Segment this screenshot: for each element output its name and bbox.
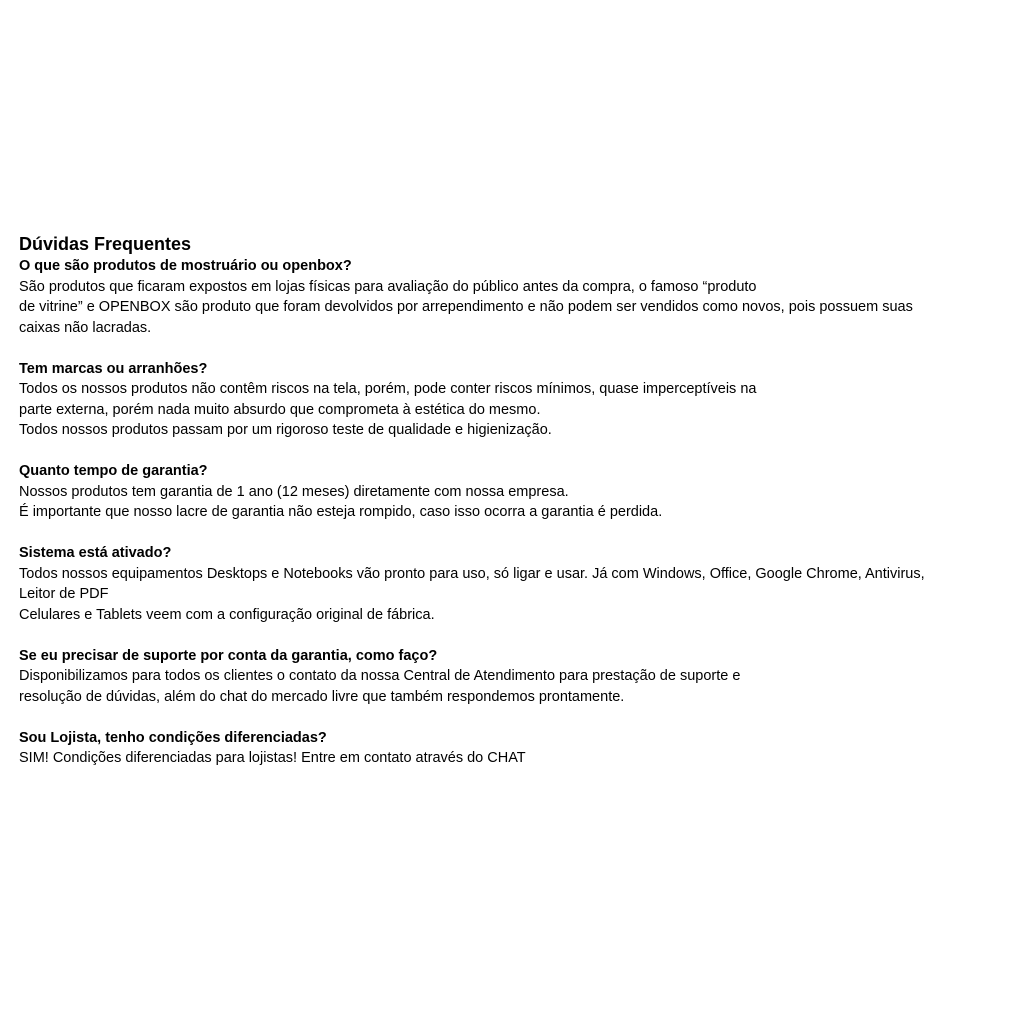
- faq-answer-line: resolução de dúvidas, além do chat do mercado livre que também respondemos prontamente.: [19, 688, 625, 705]
- faq-item-marcas: [19, 359, 994, 441]
- faq-answer-line: Todos nossos equipamentos Desktops e Notebooks vão pronto para uso, só ligar e usar. Já com Windows, Office, Google Chrome, Antivirus,: [19, 565, 925, 582]
- faq-answer-line: Disponibilizamos para todos os clientes o contato da nossa Central de Atendimento para prestação de suporte e: [19, 668, 741, 684]
- faq-item-suporte: [19, 646, 994, 708]
- faq-answer-line: Leitor de PDF: [19, 586, 109, 602]
- faq-item-sistema: [19, 543, 994, 625]
- faq-answer-line: É importante que nosso lacre de garantia não esteja rompido, caso isso ocorra a garantia é perdida.: [19, 504, 663, 520]
- faq-answer-line: parte externa, porém nada muito absurdo que comprometa à estética do mesmo.: [19, 401, 541, 418]
- faq-document: [19, 232, 994, 789]
- faq-answer-line: SIM! Condições diferenciadas para lojistas! Entre em contato através do CHAT: [19, 750, 526, 766]
- faq-question: Quanto tempo de garantia?: [19, 463, 208, 479]
- faq-item-mostruario: [19, 256, 994, 338]
- faq-question: Sistema está ativado?: [19, 545, 172, 561]
- faq-answer-line: Todos nossos produtos passam por um rigoroso teste de qualidade e higienização.: [19, 422, 552, 438]
- faq-item-lojista: [19, 728, 994, 769]
- page-title: Dúvidas Frequentes: [19, 234, 192, 254]
- faq-question: Se eu precisar de suporte por conta da garantia, como faço?: [19, 647, 438, 664]
- faq-answer-line: caixas não lacradas.: [19, 319, 152, 336]
- faq-answer-line: Todos os nossos produtos não contêm riscos na tela, porém, pode conter riscos mínimos, quase imperceptíveis na: [19, 381, 757, 397]
- faq-answer-line: Celulares e Tablets veem com a configuração original de fábrica.: [19, 606, 435, 623]
- faq-answer-line: São produtos que ficaram expostos em lojas físicas para avaliação do público antes da compra, o famoso “produto: [19, 278, 757, 295]
- faq-question: Tem marcas ou arranhões?: [19, 360, 208, 377]
- faq-question: Sou Lojista, tenho condições diferenciadas?: [19, 729, 327, 746]
- faq-answer-line: Nossos produtos tem garantia de 1 ano (12 meses) diretamente com nossa empresa.: [19, 483, 569, 500]
- faq-answer-line: de vitrine” e OPENBOX são produto que foram devolvidos por arrependimento e não podem ser vendidos como novos, pois possuem suas: [19, 299, 913, 315]
- faq-question: O que são produtos de mostruário ou openbox?: [19, 258, 352, 274]
- faq-item-garantia: [19, 461, 994, 523]
